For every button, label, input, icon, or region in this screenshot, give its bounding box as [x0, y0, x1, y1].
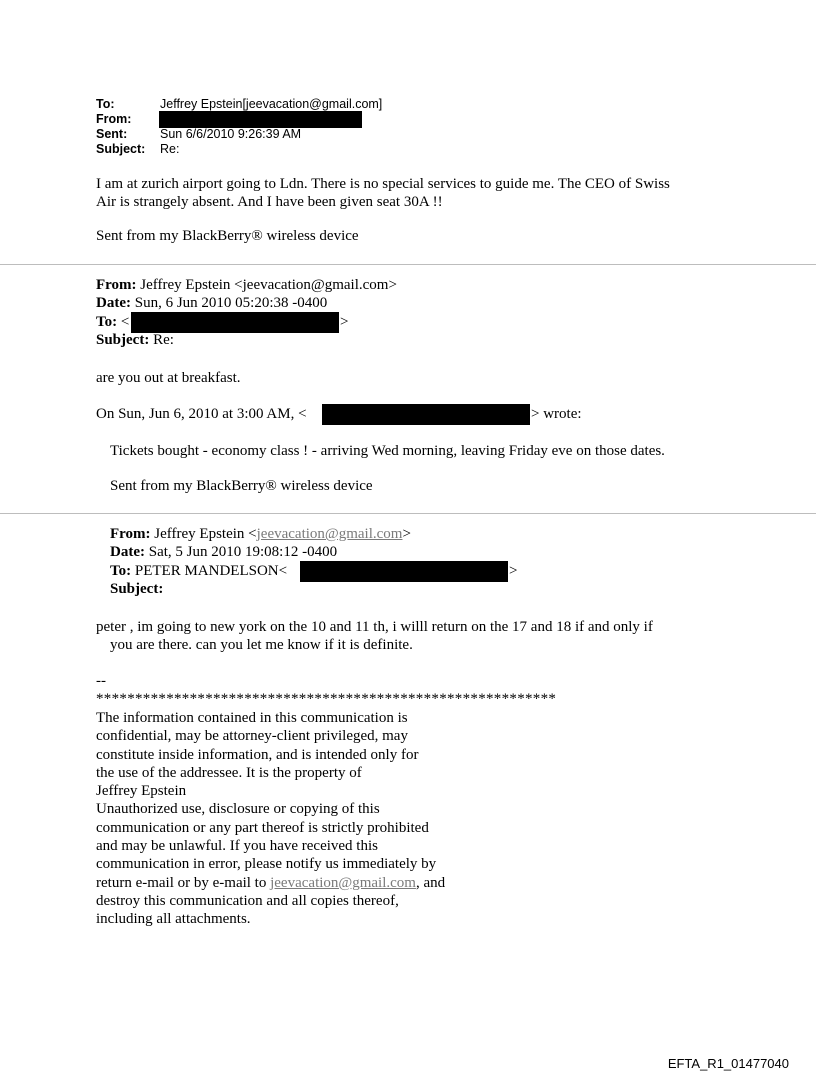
quoted-signature: Sent from my BlackBerry® wireless device: [110, 478, 373, 494]
subject-label: Subject:: [110, 581, 164, 597]
subject-line: [96, 331, 174, 349]
message-body: are you out at breakfast.: [96, 370, 241, 386]
from-label: From:: [96, 277, 137, 293]
redaction-bar: [300, 561, 508, 582]
date-value: Sun, 6 Jun 2010 05:20:38 -0400: [130, 295, 328, 311]
bates-number: EFTA_R1_01477040: [667, 1056, 789, 1071]
date-line: [110, 543, 337, 561]
redaction-bar: [131, 312, 339, 333]
subject-label: Subject:: [96, 332, 150, 348]
from-prefix: Jeffrey Epstein <: [150, 526, 257, 542]
message-body-line: Air is strangely absent. And I have been given seat 30A !!: [96, 194, 443, 210]
separator-stars: ***********************************************************: [96, 691, 557, 707]
to-open: <: [117, 314, 130, 330]
disclaimer-line: The information contained in this communication is: [96, 710, 408, 726]
signature-dashes: --: [96, 673, 106, 689]
disclaimer-line: destroy this communication and all copies thereof,: [96, 892, 399, 909]
to-value: Jeffrey Epstein[jeevacation@gmail.com]: [160, 97, 383, 111]
to-close: >: [509, 563, 518, 579]
subject-line: [110, 580, 163, 598]
email-link[interactable]: jeevacation@gmail.com: [270, 874, 416, 891]
subject-value: Re:: [160, 142, 180, 156]
signature: Sent from my BlackBerry® wireless device: [96, 228, 359, 244]
redaction-bar: [322, 404, 530, 425]
email-link[interactable]: jeevacation@gmail.com: [256, 526, 403, 542]
disclaimer-line: and may be unlawful. If you have received this: [96, 838, 378, 855]
line-suffix: , and: [415, 874, 446, 891]
subject-value: Re:: [149, 332, 174, 348]
from-label: From:: [110, 526, 151, 542]
disclaimer-line: constitute inside information, and is intended only for: [96, 746, 419, 763]
from-line: [110, 525, 411, 543]
divider: [0, 264, 816, 265]
subject-label: Subject:: [96, 142, 146, 156]
quote-intro-suffix: > wrote:: [531, 406, 582, 422]
disclaimer-line: the use of the addressee. It is the property of: [96, 764, 362, 781]
line-prefix: return e-mail or by e-mail to: [96, 874, 271, 891]
to-label: To:: [96, 97, 115, 111]
from-line: [96, 276, 397, 294]
disclaimer-line: communication or any part thereof is strictly prohibited: [96, 819, 429, 836]
message-body-line: you are there. can you let me know if it is definite.: [110, 637, 413, 653]
to-line: [110, 562, 287, 580]
to-line: [96, 313, 129, 331]
to-label: To:: [96, 314, 118, 330]
from-value: Jeffrey Epstein <jeevacation@gmail.com>: [136, 277, 397, 293]
quote-intro-prefix: On Sun, Jun 6, 2010 at 3:00 AM, <: [96, 406, 307, 422]
sent-label: Sent:: [96, 127, 128, 141]
date-line: [96, 294, 327, 312]
disclaimer-line: communication in error, please notify us immediately by: [96, 856, 437, 873]
disclaimer-line: confidential, may be attorney-client privileged, may: [96, 728, 408, 745]
message-body-line: peter , im going to new york on the 10 and 11 th, i willl return on the 17 and 18 if and only if: [96, 619, 653, 635]
date-label: Date:: [96, 295, 131, 311]
disclaimer-line: including all attachments.: [96, 911, 251, 928]
sent-value: Sun 6/6/2010 9:26:39 AM: [160, 127, 302, 141]
disclaimer-line: [96, 874, 445, 892]
from-label: From:: [96, 112, 132, 126]
to-label: To:: [110, 563, 132, 579]
disclaimer-text: [96, 709, 445, 929]
redaction-bar: [159, 111, 362, 128]
to-value: PETER MANDELSON<: [131, 563, 288, 579]
to-close: >: [340, 314, 349, 330]
message-body-line: I am at zurich airport going to Ldn. There is no special services to guide me. The CEO of Swiss: [96, 176, 670, 192]
date-label: Date:: [110, 544, 145, 560]
from-suffix: >: [402, 526, 411, 542]
disclaimer-line: Jeffrey Epstein: [96, 783, 187, 800]
date-value: Sat, 5 Jun 2010 19:08:12 -0400: [144, 544, 338, 560]
quoted-body: Tickets bought - economy class ! - arriving Wed morning, leaving Friday eve on those dates.: [110, 443, 665, 459]
divider: [0, 513, 816, 514]
disclaimer-line: Unauthorized use, disclosure or copying of this: [96, 801, 380, 818]
